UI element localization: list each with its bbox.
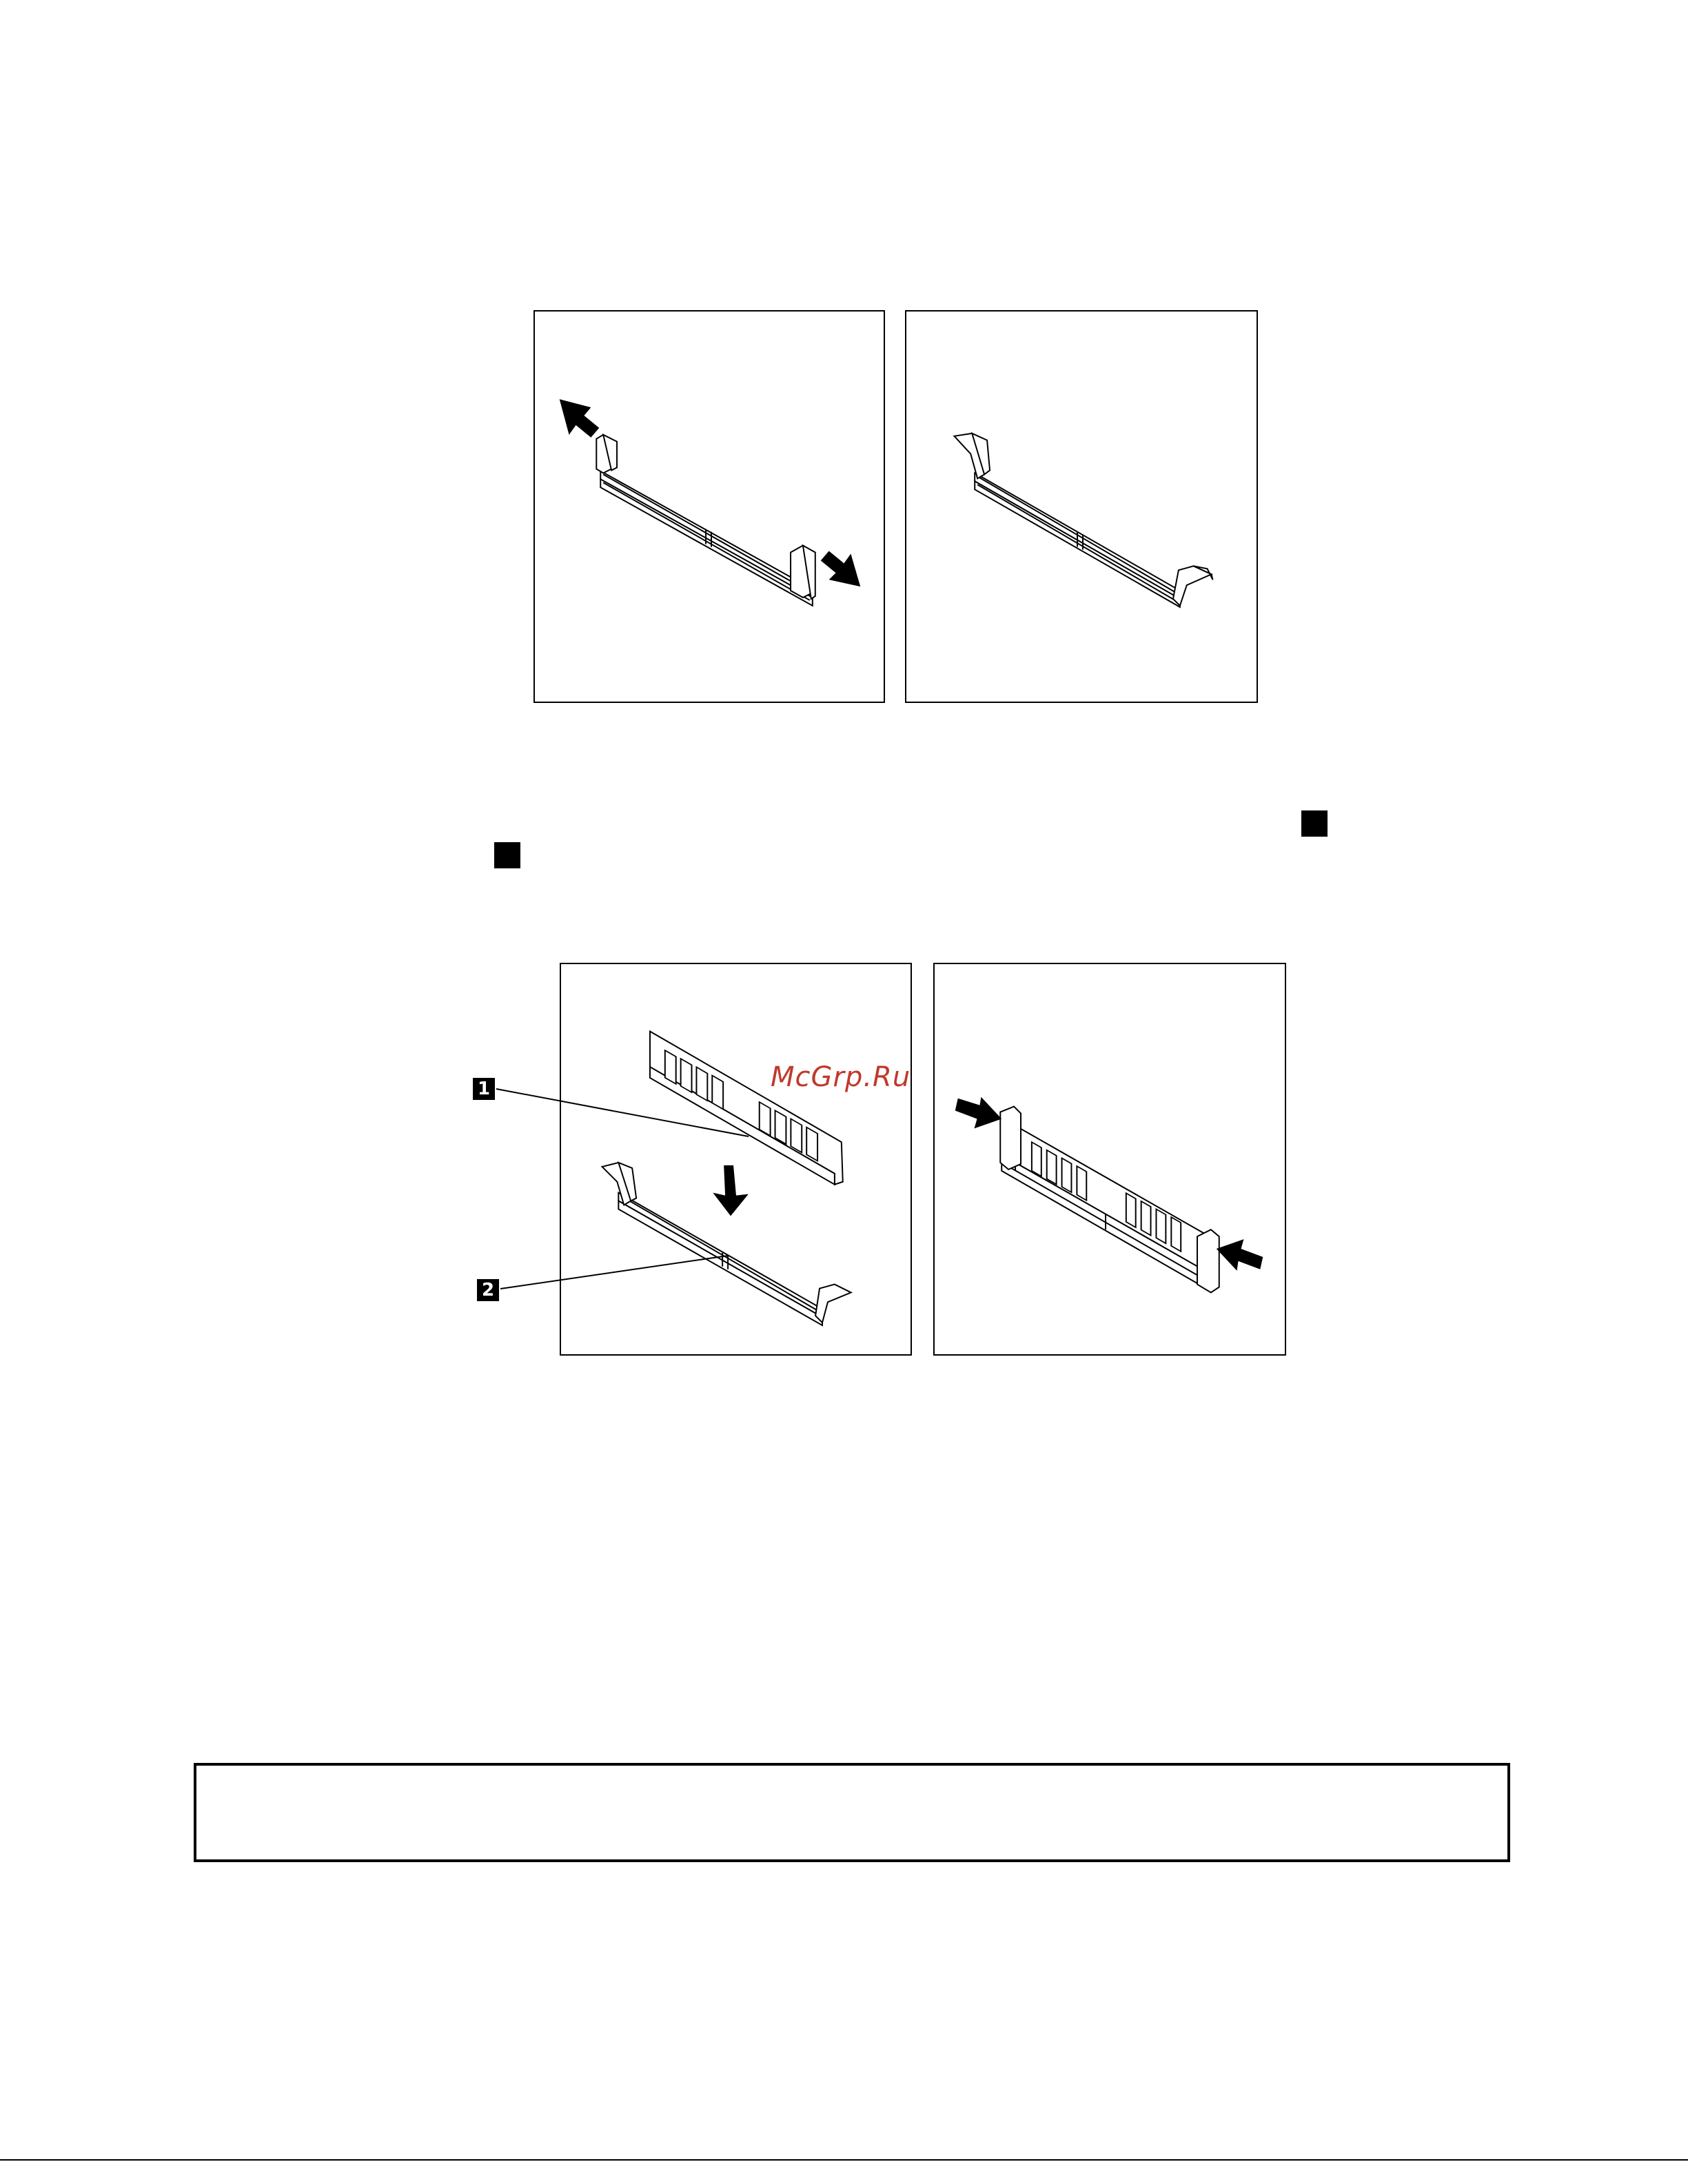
note-box	[194, 1763, 1510, 1862]
figure-bottom-right-panel	[933, 963, 1286, 1356]
figure-bottom-left-panel	[560, 963, 912, 1356]
memory-slot-clips-opened-icon	[906, 312, 1257, 702]
watermark: McGrp.Ru	[771, 1061, 911, 1093]
callout-label-1: 1	[473, 1078, 495, 1100]
memory-slot-open-clips-icon	[535, 312, 884, 702]
callout-label-2: 2	[477, 1279, 499, 1301]
callout-marker-1-inline	[1301, 810, 1328, 837]
figure-top-right-panel	[905, 310, 1258, 703]
memory-module-seated-icon	[935, 964, 1285, 1354]
memory-module-insert-icon	[561, 964, 911, 1354]
figure-top-left-panel	[533, 310, 885, 703]
footer-rule	[0, 2159, 1688, 2161]
callout-marker-2-inline	[494, 842, 520, 868]
